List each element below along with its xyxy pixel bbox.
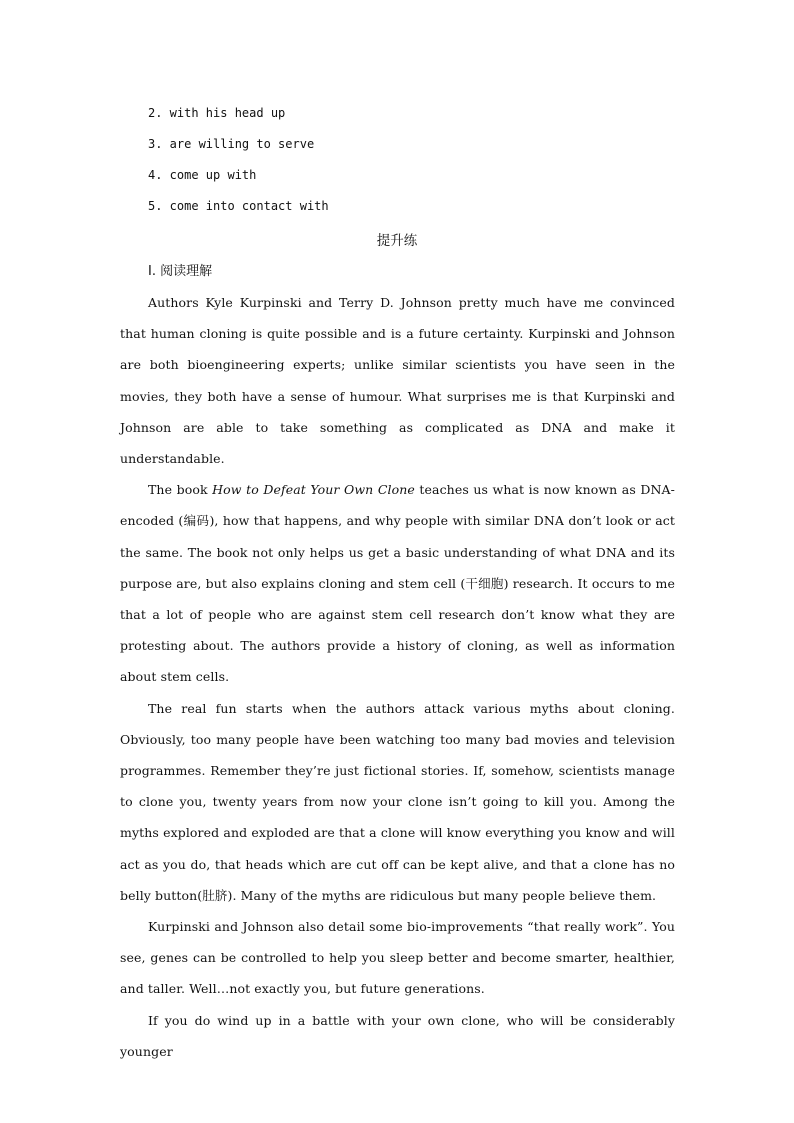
paragraph-2-lead: The book xyxy=(148,482,213,498)
answer-item: 2. with his head up xyxy=(148,106,286,120)
paragraph-4: Kurpinski and Johnson also detail some bio-improvements “that really work”. You see, genes can be controlled to help you sleep better and become smarter, healthier, and taller. Well…not exactly you, but future generations. xyxy=(120,919,675,997)
paragraph-1: Authors Kyle Kurpinski and Terry D. Johnson pretty much have me convinced that human cloning is quite possible and is a future certainty. Kurpinski and Johnson are both bioengineering experts; unlike similar scientists you have seen in the movies, they both have a sense of humour. What surprises me is that Kurpinski and Johnson are able to take something as complicated as DNA and make it understandable. xyxy=(120,295,675,467)
section-title: 提升练 xyxy=(376,233,418,249)
paragraph-3: The real fun starts when the authors attack various myths about cloning. Obviously, too many people have been watching too many bad movies and television programmes. Remember they’re just fictional stories. If, somehow, scientists manage to clone you, twenty years from now your clone isn’t going to kill you. Among the myths explored and exploded are that a clone will know everything you know and will act as you do, that heads which are cut off can be kept alive, and that a clone has no belly button(肚脐). Many of the myths are ridiculous but many people believe them. xyxy=(120,700,675,903)
answer-item: 3. are willing to serve xyxy=(148,137,315,151)
answer-item: 5. come into contact with xyxy=(148,199,329,213)
paragraph-2-rest: teaches us what is now known as DNA-encoded (编码), how that happens, and why people with similar DNA don’t look or act the same. The book not only helps us get a basic understanding of what DNA and its purpose are, but also explains cloning and stem cell (干细胞) research. It occurs to me that a lot of people who are against stem cell research don’t know what they are protesting about. The authors provide a history of cloning, as well as information about stem cells. xyxy=(120,482,676,685)
paragraph-5: If you do wind up in a battle with your own clone, who will be considerably younger xyxy=(120,1012,675,1059)
paragraph-2 xyxy=(120,474,675,692)
book-title: How to Defeat Your Own Clone xyxy=(212,482,415,498)
reading-subheading: Ⅰ. 阅读理解 xyxy=(148,264,213,279)
answer-item: 4. come up with xyxy=(148,168,257,182)
passage-body xyxy=(120,287,675,1067)
answer-list xyxy=(148,104,329,228)
